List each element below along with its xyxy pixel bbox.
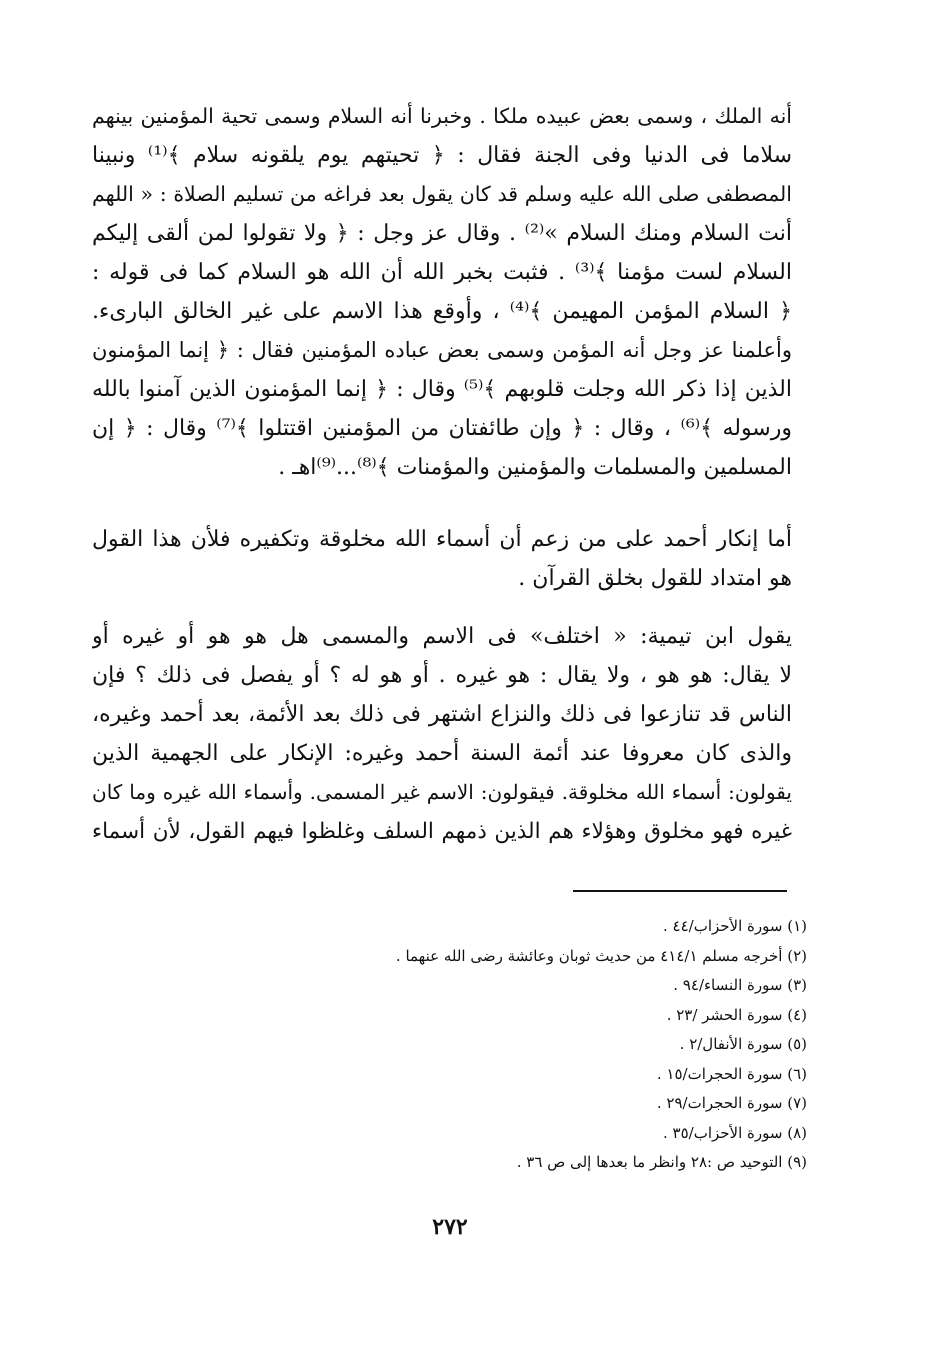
footnote: (٨) سورة الأحزاب/٣٥ . [662, 1123, 807, 1142]
footnote-separator [573, 890, 787, 892]
footnote: (٧) سورة الحجرات/٢٩ . [656, 1094, 807, 1112]
text-line: أما إنكار أحمد على من زعم أن أسماء الله مخلوقة وتكفيره فلأن هذا القول [92, 527, 792, 552]
text-line: ﴿ السلام المؤمن المهيمن ﴾⁽⁴⁾ ، وأوقع هذا الاسم على غير الخالق البارىء. [92, 299, 792, 324]
body-paragraph-3 [92, 617, 792, 851]
text-line: هو امتداد للقول بخلق القرآن . [518, 566, 792, 591]
text-line: يقولون: أسماء الله مخلوقة. فيقولون: الاسم غير المسمى. وأسماء الله غيره وما كان [92, 780, 792, 804]
text-line: يقول ابن تيمية: « اختلف» فى الاسم والمسمى هل هو هو أو غيره أو [92, 624, 792, 649]
footnote: (٣) سورة النساء/٩٤ . [673, 976, 807, 994]
footnote: (١) سورة الأحزاب/٤٤ . [662, 917, 807, 935]
footnote: (٢) أخرجه مسلم ٤١٤/١ من حديث ثوبان وعائشة رضى الله عنهما . [395, 946, 807, 965]
text-line: ورسوله ﴾⁽⁶⁾ ، وقال : ﴿ وإن طائفتان من المؤمنين اقتتلوا ﴾⁽⁷⁾ وقال : ﴿ إن [92, 416, 792, 441]
text-line: وأعلمنا عز وجل أنه المؤمن وسمى بعض عباده المؤمنين فقال : ﴿ إنما المؤمنون [92, 338, 792, 362]
footnotes [187, 912, 807, 1178]
footnote: (٩) التوحيد ص :٢٨ وانظر ما بعدها إلى ص ٣٦ . [516, 1153, 807, 1171]
footnote: (٦) سورة الحجرات/١٥ . [656, 1064, 807, 1083]
text-line: السلام لست مؤمنا ﴾⁽³⁾ . فثبت بخبر الله أن الله هو السلام كما فى قوله : [92, 260, 792, 285]
text-line: الناس قد تنازعوا فى ذلك والنزاع اشتهر فى ذلك بعد الأئمة، بعد أحمد وغيره، [92, 702, 792, 727]
text-line: المصطفى صلى الله عليه وسلم قد كان يقول بعد فراغه من تسليم الصلاة : « اللهم [92, 182, 792, 206]
text-line: أنه الملك ، وسمى بعض عبيده ملكا . وخبرنا أنه السلام وسمى تحية المؤمنين بينهم [92, 104, 792, 128]
text-line: المسلمين والمسلمات والمؤمنين والمؤمنات ﴾⁽⁸⁾...⁽⁹⁾اهـ . [278, 455, 792, 480]
body-paragraph-2 [92, 520, 792, 598]
footnote: (٤) سورة الحشر /٢٣ . [666, 1005, 807, 1024]
text-line: غيره فهو مخلوق وهؤلاء هم الذين ذمهم السلف وغلظوا فيهم القول، لأن أسماء [92, 819, 792, 844]
text-line: سلاما فى الدنيا وفى الجنة فقال : ﴿ تحيتهم يوم يلقونه سلام ﴾⁽¹⁾ ونبينا [92, 143, 792, 168]
footnote: (٥) سورة الأنفال/٢ . [679, 1035, 807, 1053]
page-number: ٢٧٢ [432, 1214, 468, 1240]
text-line: الذين إذا ذكر الله وجلت قلوبهم ﴾⁽⁵⁾ وقال : ﴿ إنما المؤمنون الذين آمنوا بالله [92, 377, 792, 402]
text-line: والذى كان معروفا عند أئمة السنة أحمد وغيره: الإنكار على الجهمية الذين [92, 741, 792, 766]
text-line: أنت السلام ومنك السلام »⁽²⁾ . وقال عز وجل : ﴿ ولا تقولوا لمن ألقى إليكم [92, 221, 792, 246]
text-line: لا يقال: هو هو ، ولا يقال : هو غيره . أو هو له ؟ أو يفصل فى ذلك ؟ فإن [92, 663, 792, 688]
body-paragraph-1 [92, 97, 792, 487]
